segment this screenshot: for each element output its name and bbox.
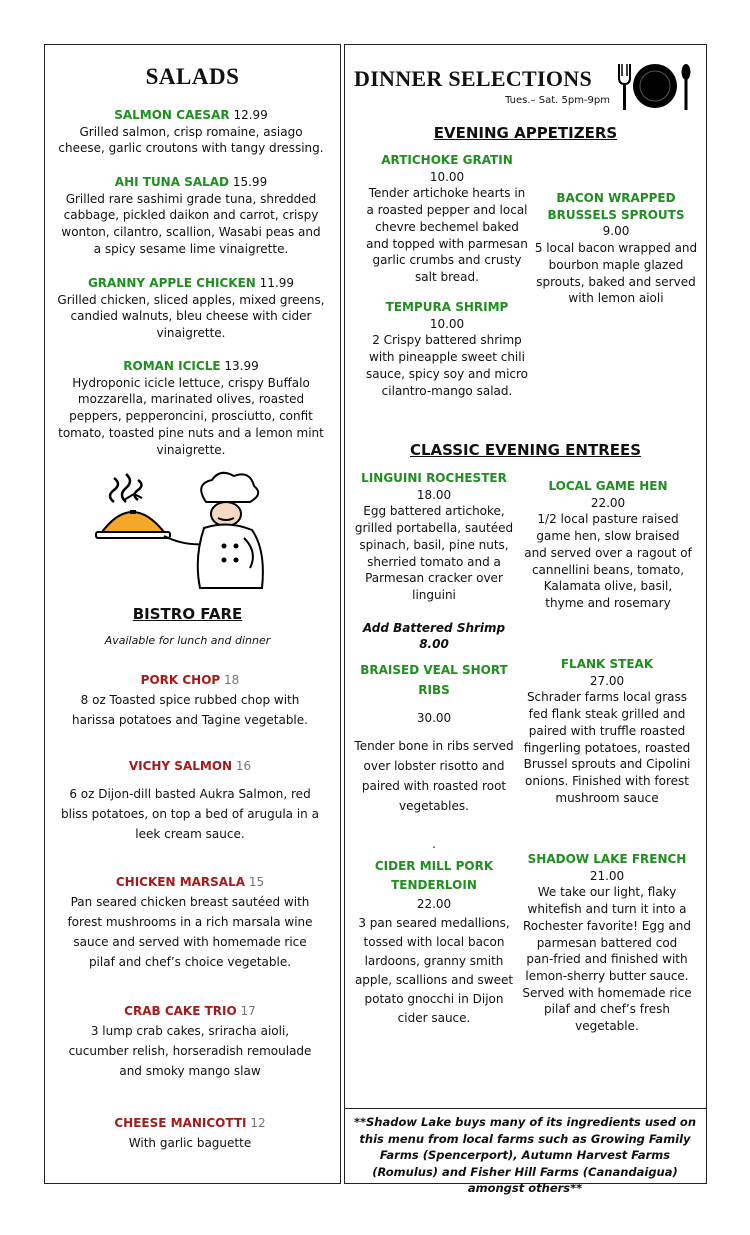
item-price: 27.00 (589, 673, 625, 688)
item-name: ROMAN ICICLE (123, 359, 221, 373)
item-price: 9.00 (602, 224, 630, 239)
item-price: 30.00 (416, 711, 452, 725)
item-desc: 2 Crispy battered shrimp with pineapple sweet chili sauce, spicy soy and micro cilantro-mango salad. (365, 333, 529, 398)
plate-setting-icon (616, 60, 694, 112)
item-name: SHADOW LAKE FRENCH (527, 852, 687, 866)
entrees-title: CLASSIC EVENING ENTREES (409, 441, 642, 459)
item-dot: . (432, 837, 436, 851)
item-price: 11.99 (259, 276, 295, 290)
item-desc: Tender artichoke hearts in a roasted pepper and local chevre bechemel baked and topped with parmesan garlic crumbs and crusty salt bread. (366, 186, 528, 284)
item-price: 15 (248, 875, 265, 889)
item-desc: 1/2 local pasture raised game hen, slow braised and served over a ragout of cannellini beans, tomato, Kalamata olive, basil, thyme and rosemary (524, 512, 692, 610)
footnote-divider (344, 1108, 707, 1109)
appetizers-title: EVENING APPETIZERS (433, 124, 618, 142)
item-desc: Tender bone in ribs served over lobster risotto and paired with roasted root vegetables. (354, 739, 514, 813)
entree-item (524, 478, 692, 612)
item-name: ARTICHOKE GRATIN (381, 153, 513, 167)
salad-item (56, 174, 326, 258)
item-price: 17 (240, 1004, 256, 1018)
bistro-subtitle: Available for lunch and dinner (104, 634, 271, 647)
item-price: 21.00 (589, 868, 625, 883)
entree-item (522, 851, 692, 1035)
item-desc: Pan seared chicken breast sautéed with forest mushrooms in a rich marsala wine sauce and served with homemade rice pilaf and chef’s choice vegetable. (67, 895, 313, 969)
item-price: 15.99 (232, 175, 268, 189)
item-name: BACON WRAPPED BRUSSELS SPROUTS (547, 191, 685, 222)
item-name: VICHY SALMON (128, 759, 233, 773)
bistro-item (60, 1113, 320, 1153)
chef-icon (94, 470, 274, 590)
bistro-item (60, 670, 320, 730)
item-price: 22.00 (416, 897, 452, 911)
entree-item (348, 470, 520, 653)
bistro-item (60, 872, 320, 972)
item-name: AHI TUNA SALAD (114, 175, 230, 189)
bistro-title: BISTRO FARE (132, 605, 243, 623)
salads-title: SALADS (145, 64, 240, 89)
salad-item (56, 107, 326, 157)
item-desc: 3 lump crab cakes, sriracha aioli, cucumber relish, horseradish remoulade and smoky mango slaw (68, 1024, 312, 1078)
item-name: CHICKEN MARSALA (115, 875, 246, 889)
item-name: CHEESE MANICOTTI (114, 1116, 247, 1130)
appetizer-item (364, 299, 530, 399)
item-name: LOCAL GAME HEN (548, 479, 668, 493)
item-price: 10.00 (429, 316, 465, 331)
item-price: 22.00 (590, 495, 626, 510)
item-price: 18 (224, 673, 240, 687)
item-desc: 3 pan seared medallions, tossed with local bacon lardoons, granny smith apple, scallions and sweet potato gnocchi in Dijon cider sauce. (354, 916, 514, 1025)
item-desc: 5 local bacon wrapped and bourbon maple glazed sprouts, baked and served with lemon aioli (534, 241, 698, 306)
item-name: LINGUINI ROCHESTER (361, 471, 507, 485)
item-price: 12.99 (233, 108, 268, 122)
appetizer-item (364, 152, 530, 286)
item-price: 12 (250, 1116, 266, 1130)
appetizer-item (534, 190, 698, 307)
item-price: 16 (235, 759, 252, 773)
entree-item (522, 656, 692, 806)
bistro-item (60, 1001, 320, 1081)
item-name: CRAB CAKE TRIO (124, 1004, 237, 1018)
item-name: FLANK STEAK (560, 657, 654, 671)
item-price: 13.99 (224, 359, 259, 373)
item-desc: Grilled rare sashimi grade tuna, shredded cabbage, pickled daikon and carrot, crispy wonton, cilantro, scallion, Wasabi peas and a spicy sesame lime vinaigrette. (61, 191, 321, 256)
item-desc: Hydroponic icicle lettuce, crispy Buffalo mozzarella, marinated olives, roasted peppers, pepperoncini, prosciutto, confit tomato, toasted pine nuts and a lemon mint vinaigrette. (58, 375, 324, 457)
entree-item (350, 857, 518, 1028)
item-desc: With garlic baguette (128, 1136, 252, 1150)
item-desc: Egg battered artichoke, grilled portabella, sautéed spinach, basil, pine nuts, sherried tomato and a Parmesan cracker over linguini (354, 504, 514, 602)
item-desc: 6 oz Dijon-dill basted Aukra Salmon, red bliss potatoes, on top a bed of arugula in a leek cream sauce. (61, 787, 319, 841)
item-name: CIDER MILL PORK TENDERLOIN (374, 859, 494, 892)
item-name: PORK CHOP (140, 673, 221, 687)
salad-item (56, 358, 326, 458)
item-desc: Grilled chicken, sliced apples, mixed greens, candied walnuts, bleu cheese with cider vinaigrette. (57, 292, 325, 341)
item-desc: 8 oz Toasted spice rubbed chop with harissa potatoes and Tagine vegetable. (72, 693, 308, 727)
item-price: 18.00 (416, 487, 452, 502)
item-name: TEMPURA SHRIMP (385, 300, 509, 314)
item-desc: Schrader farms local grass fed flank steak grilled and paired with truffle roasted fingerling potatoes, roasted Brussel sprouts and Cipolini onions. Finished with forest mushroom sauce (523, 690, 691, 805)
item-extra: Add Battered Shrimp 8.00 (362, 620, 506, 652)
item-name: SALMON CAESAR (114, 108, 230, 122)
salad-item (56, 275, 326, 342)
item-name: BRAISED VEAL SHORT RIBS (360, 663, 508, 697)
sourcing-footnote: **Shadow Lake buys many of its ingredients used on this menu from local farms such as Growing Family Farms (Spencerport), Autumn Harvest Farms (Romulus) and Fisher Hill Farms (Canandaigua) amongst others** (353, 1115, 697, 1195)
bistro-item (60, 756, 320, 844)
item-name: GRANNY APPLE CHICKEN (87, 276, 256, 290)
entree-item (346, 660, 522, 854)
dinner-hours: Tues.– Sat. 5pm-9pm (505, 95, 610, 106)
item-price: 10.00 (429, 169, 465, 184)
dinner-title: DINNER SELECTIONS (354, 66, 593, 91)
item-desc: Grilled salmon, crisp romaine, asiago cheese, garlic croutons with tangy dressing. (58, 124, 324, 156)
item-desc: We take our light, flaky whitefish and turn it into a Rochester favorite! Egg and parmesan battered cod pan-fried and finished with lemon-sherry butter sauce. Served with homemade rice pilaf and chef’s fresh vegetable. (522, 885, 692, 1034)
